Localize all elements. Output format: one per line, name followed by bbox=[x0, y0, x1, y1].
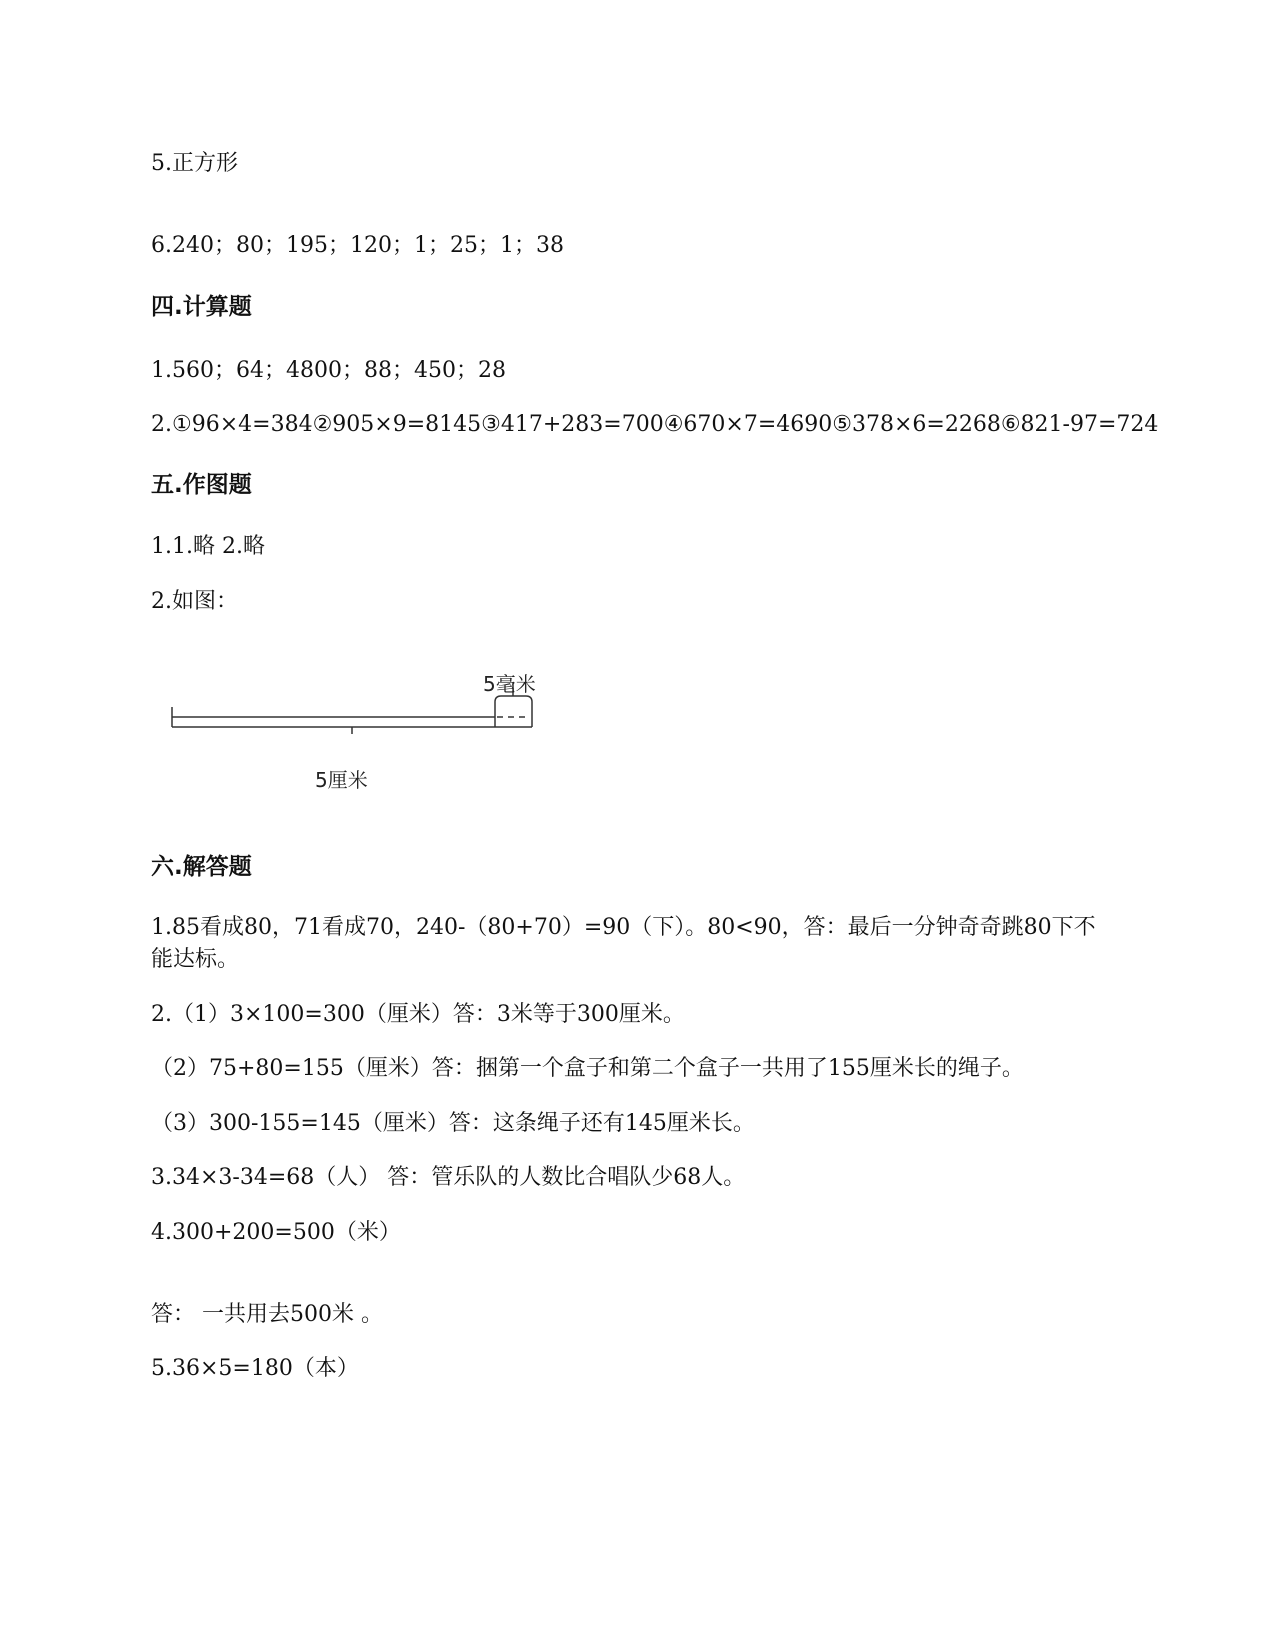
draw-answer-1: 1.1.略 2.略 bbox=[151, 534, 265, 559]
solve-answer-3: 3.34×3-34=68（人） 答：管乐队的人数比合唱队少68人。 bbox=[151, 1165, 746, 1190]
measure-diagram bbox=[160, 672, 560, 822]
label-5mm: 5毫米 bbox=[483, 672, 536, 697]
solve-answer-1: 1.85看成80，71看成70，240-（80+70）=90（下）。80<90，答：最后一分钟奇奇跳80下不能达标。 bbox=[151, 915, 1096, 972]
section-heading-5: 五.作图题 bbox=[151, 472, 252, 498]
calc-answer-1: 1.560；64；4800；88；450；28 bbox=[151, 358, 506, 383]
calc-answer-2: 2.①96×4=384②905×9=8145③417+283=700④670×7=4690⑤378×6=2268⑥821-97=724 bbox=[151, 412, 1159, 437]
solve-answer-2-1: 2.（1）3×100=300（厘米）答：3米等于300厘米。 bbox=[151, 1002, 685, 1027]
measure-figure bbox=[160, 672, 560, 822]
solve-answer-2-2: （2）75+80=155（厘米）答：捆第一个盒子和第二个盒子一共用了155厘米长的绳子。 bbox=[151, 1056, 1024, 1081]
label-5cm: 5厘米 bbox=[315, 768, 368, 793]
solve-answer-4: 4.300+200=500（米） bbox=[151, 1220, 401, 1245]
draw-answer-2: 2.如图： bbox=[151, 589, 238, 614]
section-heading-4: 四.计算题 bbox=[151, 294, 252, 320]
mm-top-arc bbox=[495, 696, 532, 702]
answer-6: 6.240；80；195；120；1；25；1；38 bbox=[151, 233, 564, 258]
solve-answer-4-reply: 答： 一共用去500米 。 bbox=[151, 1302, 383, 1327]
section-heading-6: 六.解答题 bbox=[151, 854, 252, 880]
answer-5: 5.正方形 bbox=[151, 151, 238, 176]
solve-answer-5: 5.36×5=180（本） bbox=[151, 1356, 359, 1381]
solve-answer-2-3: （3）300-155=145（厘米）答：这条绳子还有145厘米长。 bbox=[151, 1111, 755, 1136]
